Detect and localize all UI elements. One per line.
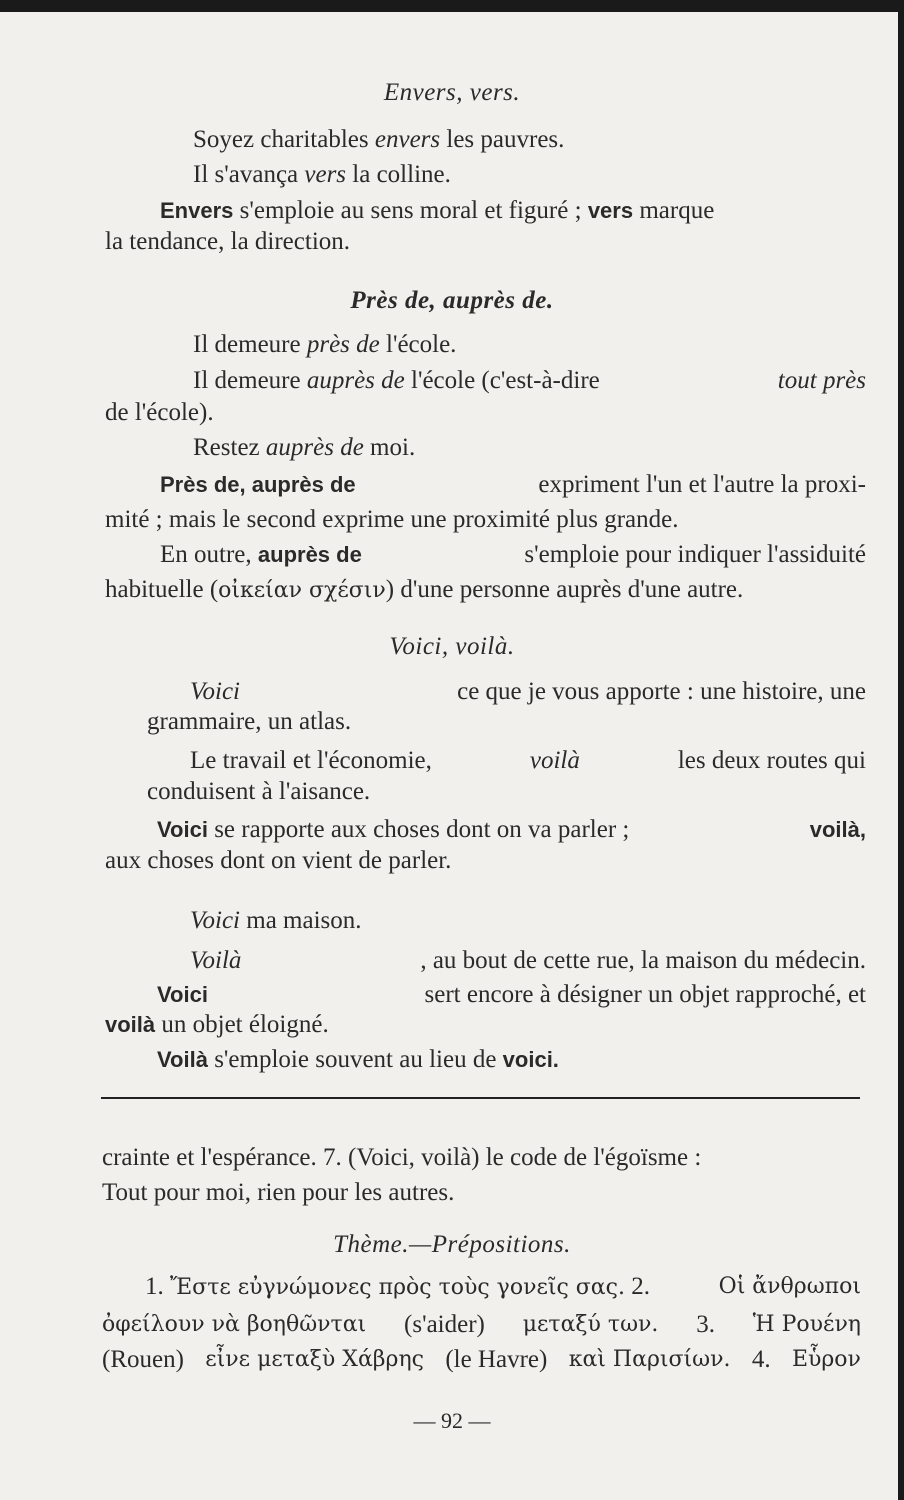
heading-theme-prepositions: Thème.—Prépositions.: [333, 1231, 571, 1258]
theme-line: 1. Ἔστε εὐγνώμονες πρὸς τοὺς γονεῖς σας. 2. Οἱ ἄνθρωποι: [145, 1273, 861, 1300]
example-line: Restez auprès de moi.: [193, 434, 416, 461]
rule-line: Près de, auprès de expriment l'un et l'autre la proxi-: [160, 471, 866, 498]
horizontal-rule: [101, 1097, 860, 1099]
rule-line: la tendance, la direction.: [105, 228, 351, 255]
rule-line: mité ; mais le second exprime une proximité plus grande.: [105, 506, 679, 533]
exercise-line: Tout pour moi, rien pour les autres.: [102, 1179, 455, 1206]
rule-line: aux choses dont on vient de parler.: [105, 847, 452, 874]
rule-line: Voici se rapporte aux choses dont on va parler ; voilà,: [157, 816, 866, 843]
example-line: Le travail et l'économie, voilà les deux routes qui: [190, 747, 866, 774]
heading-pres-de: Près de, auprès de.: [350, 287, 554, 314]
example-line: Il s'avança vers la colline.: [193, 161, 451, 188]
example-line: Voilà , au bout de cette rue, la maison du médecin.: [190, 947, 866, 974]
example-line: Il demeure auprès de l'école (c'est-à-dire tout près: [193, 367, 866, 394]
heading-voici-voila: Voici, voilà.: [389, 633, 515, 660]
exercise-line: crainte et l'espérance. 7. (Voici, voilà) le code de l'égoïsme :: [102, 1144, 702, 1171]
example-line: grammaire, un atlas.: [147, 708, 352, 735]
rule-line: Voilà s'emploie souvent au lieu de voici.: [157, 1046, 559, 1073]
example-line: Voici ma maison.: [190, 907, 362, 934]
example-line: de l'école).: [105, 399, 214, 426]
example-line: Voici ce que je vous apporte : une histoire, une: [190, 678, 866, 705]
rule-line: voilà un objet éloigné.: [105, 1011, 329, 1038]
theme-line: ὀφείλουν νὰ βοηθῶνται (s'aider) μεταξύ των. 3. Ἡ Ρουένη: [102, 1311, 861, 1338]
page-number: — 92 —: [413, 1408, 491, 1433]
heading-envers-vers: Envers, vers.: [383, 79, 521, 106]
rule-line: habituelle (οἰκείαν σχέσιν) d'une personne auprès d'une autre.: [105, 576, 744, 603]
example-line: conduisent à l'aisance.: [147, 778, 371, 805]
rule-line: Envers s'emploie au sens moral et figuré ; vers marque: [160, 197, 715, 224]
rule-line: En outre, auprès de s'emploie pour indiquer l'assiduité: [160, 541, 866, 568]
example-line: Soyez charitables envers les pauvres.: [193, 126, 565, 153]
rule-line: Voici sert encore à désigner un objet rapproché, et: [157, 981, 866, 1008]
example-line: Il demeure près de l'école.: [193, 331, 457, 358]
theme-line: (Rouen) εἶνε μεταξὺ Χάβρης (le Havre) καὶ Παρισίων. 4. Εὗρον: [102, 1346, 861, 1373]
